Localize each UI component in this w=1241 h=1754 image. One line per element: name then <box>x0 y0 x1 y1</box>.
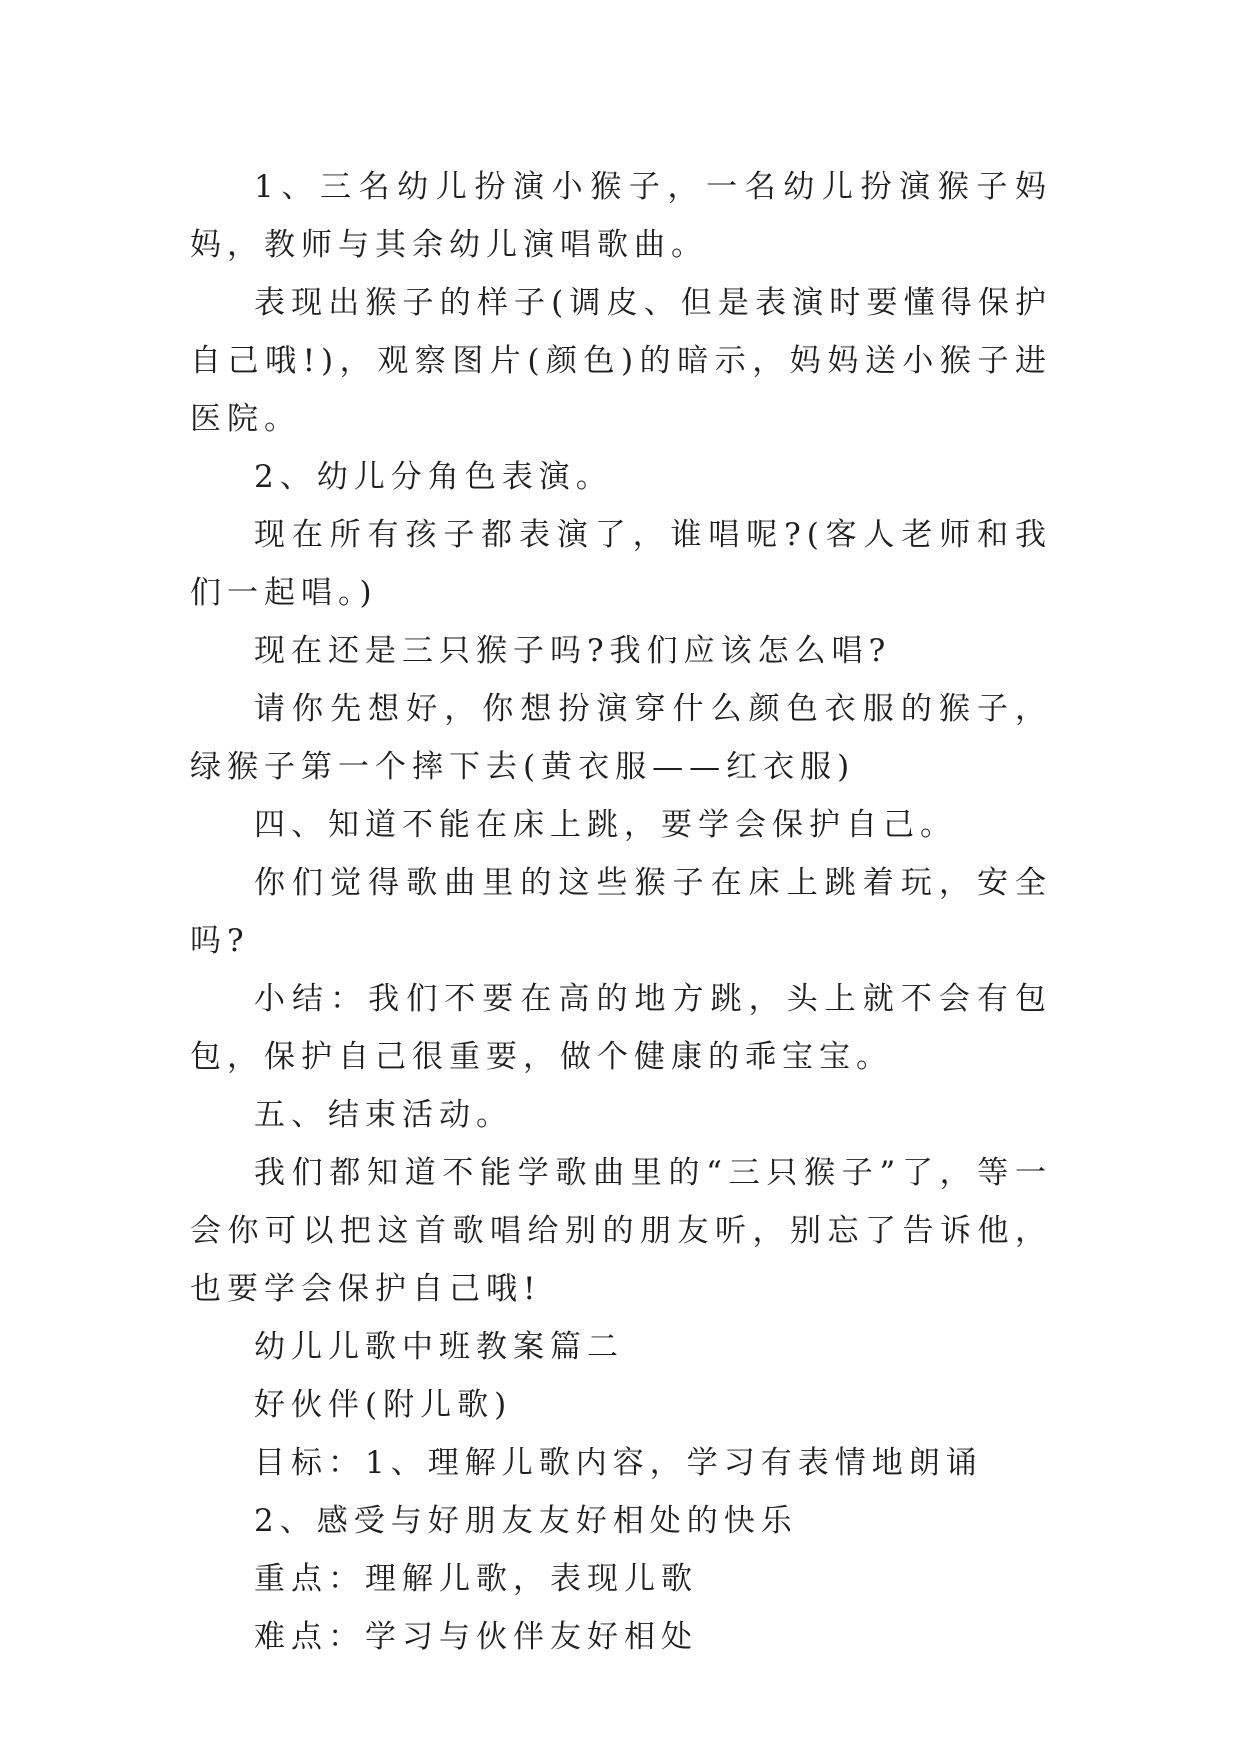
goal-2: 2、感受与好朋友友好相处的快乐 <box>254 1503 798 1539</box>
lesson-title: 好伙伴(附儿歌) <box>254 1387 513 1423</box>
paragraph-5: 现在还是三只猴子吗?我们应该怎么唱? <box>254 633 892 669</box>
paragraph-9: 小结：我们不要在高的地方跳，头上就不会有包包，保护自己很重要，做个健康的乖宝宝。 <box>190 981 1052 1075</box>
key-point: 重点：理解儿歌，表现儿歌 <box>254 1561 698 1597</box>
goal-1: 目标：1、理解儿歌内容，学习有表情地朗诵 <box>254 1445 983 1481</box>
paragraph-2: 表现出猴子的样子(调皮、但是表演时要懂得保护自己哦!)，观察图片(颜色)的暗示，妈妈送小猴子进医院。 <box>190 285 1052 437</box>
difficult-point: 难点：学习与伙伴友好相处 <box>254 1619 698 1655</box>
paragraph-10: 五、结束活动。 <box>254 1097 513 1133</box>
section-heading: 幼儿儿歌中班教案篇二 <box>254 1329 624 1365</box>
paragraph-8: 你们觉得歌曲里的这些猴子在床上跳着玩，安全吗? <box>190 865 1052 959</box>
paragraph-3: 2、幼儿分角色表演。 <box>254 459 613 495</box>
paragraph-6: 请你先想好，你想扮演穿什么颜色衣服的猴子，绿猴子第一个摔下去(黄衣服——红衣服) <box>190 691 1052 785</box>
document-body <box>190 158 1052 1666</box>
paragraph-1: 1、三名幼儿扮演小猴子，一名幼儿扮演猴子妈妈，教师与其余幼儿演唱歌曲。 <box>190 169 1052 263</box>
paragraph-4: 现在所有孩子都表演了，谁唱呢?(客人老师和我们一起唱。) <box>190 517 1052 611</box>
paragraph-7: 四、知道不能在床上跳，要学会保护自己。 <box>254 807 957 843</box>
paragraph-11: 我们都知道不能学歌曲里的“三只猴子”了，等一会你可以把这首歌唱给别的朋友听，别忘了告诉他，也要学会保护自己哦! <box>190 1155 1052 1307</box>
